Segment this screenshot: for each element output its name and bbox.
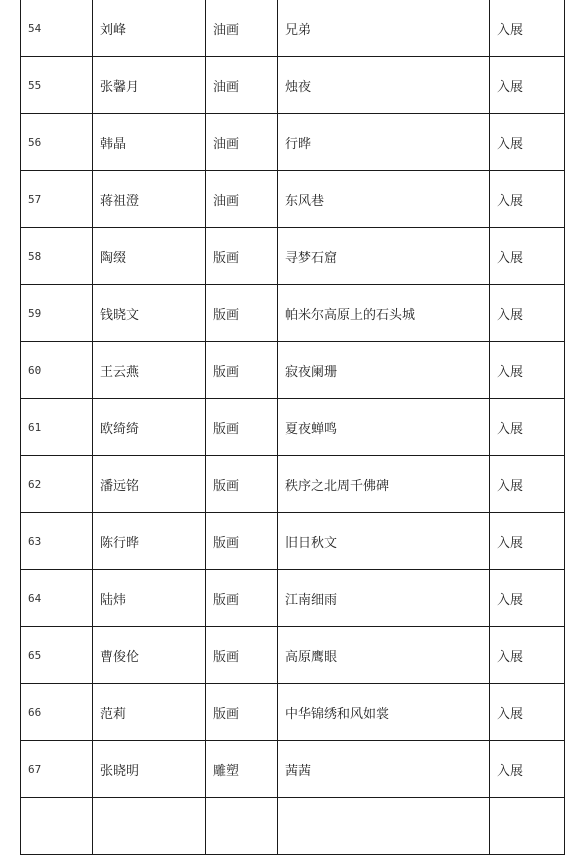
row-number: 66 <box>21 684 93 741</box>
artist-name: 陆炜 <box>93 570 206 627</box>
artist-name: 刘峰 <box>93 0 206 57</box>
artwork-category: 油画 <box>206 171 278 228</box>
row-number: 67 <box>21 741 93 798</box>
artist-name: 潘远铭 <box>93 456 206 513</box>
artwork-title: 兄弟 <box>278 0 490 57</box>
artwork-category: 版画 <box>206 456 278 513</box>
artwork-category: 油画 <box>206 0 278 57</box>
row-number: 65 <box>21 627 93 684</box>
table-row <box>21 57 565 114</box>
artwork-category: 版画 <box>206 228 278 285</box>
result-status <box>490 798 565 855</box>
artwork-title: 帕米尔高原上的石头城 <box>278 285 490 342</box>
artist-name: 张晓明 <box>93 741 206 798</box>
result-status: 入展 <box>490 627 565 684</box>
result-status: 入展 <box>490 228 565 285</box>
table-row <box>21 513 565 570</box>
table-row <box>21 0 565 57</box>
result-status: 入展 <box>490 171 565 228</box>
table-row <box>21 627 565 684</box>
result-status: 入展 <box>490 114 565 171</box>
artwork-category: 油画 <box>206 57 278 114</box>
artist-name: 陶缀 <box>93 228 206 285</box>
table-row <box>21 798 565 855</box>
artist-name: 王云燕 <box>93 342 206 399</box>
table-row <box>21 741 565 798</box>
row-number: 63 <box>21 513 93 570</box>
table-row <box>21 456 565 513</box>
artwork-category: 版画 <box>206 627 278 684</box>
artwork-category: 版画 <box>206 399 278 456</box>
result-status: 入展 <box>490 285 565 342</box>
artwork-title <box>278 798 490 855</box>
result-status: 入展 <box>490 684 565 741</box>
artwork-category: 版画 <box>206 342 278 399</box>
artist-name <box>93 798 206 855</box>
row-number: 59 <box>21 285 93 342</box>
results-table-container <box>20 0 564 855</box>
exhibition-results-table <box>20 0 565 855</box>
table-row <box>21 285 565 342</box>
artwork-title: 烛夜 <box>278 57 490 114</box>
row-number: 62 <box>21 456 93 513</box>
row-number: 57 <box>21 171 93 228</box>
artist-name: 陈行晔 <box>93 513 206 570</box>
table-row <box>21 228 565 285</box>
artwork-title: 茜茜 <box>278 741 490 798</box>
table-row <box>21 399 565 456</box>
table-row <box>21 114 565 171</box>
result-status: 入展 <box>490 57 565 114</box>
artist-name: 蒋祖澄 <box>93 171 206 228</box>
artist-name: 张馨月 <box>93 57 206 114</box>
artwork-category: 版画 <box>206 513 278 570</box>
artwork-category: 雕塑 <box>206 741 278 798</box>
row-number <box>21 798 93 855</box>
row-number: 56 <box>21 114 93 171</box>
artwork-title: 中华锦绣和风如裳 <box>278 684 490 741</box>
artist-name: 欧绮绮 <box>93 399 206 456</box>
artist-name: 曹俊伦 <box>93 627 206 684</box>
row-number: 60 <box>21 342 93 399</box>
table-row <box>21 684 565 741</box>
artwork-title: 寂夜阑珊 <box>278 342 490 399</box>
result-status: 入展 <box>490 570 565 627</box>
row-number: 61 <box>21 399 93 456</box>
artwork-category: 版画 <box>206 285 278 342</box>
artwork-title: 高原鹰眼 <box>278 627 490 684</box>
artwork-category <box>206 798 278 855</box>
row-number: 54 <box>21 0 93 57</box>
result-status: 入展 <box>490 513 565 570</box>
artwork-title: 夏夜蝉鸣 <box>278 399 490 456</box>
artist-name: 韩晶 <box>93 114 206 171</box>
artwork-title: 行晔 <box>278 114 490 171</box>
table-row <box>21 171 565 228</box>
result-status: 入展 <box>490 456 565 513</box>
artist-name: 钱晓文 <box>93 285 206 342</box>
artwork-title: 江南细雨 <box>278 570 490 627</box>
result-status: 入展 <box>490 741 565 798</box>
artist-name: 范莉 <box>93 684 206 741</box>
artwork-category: 油画 <box>206 114 278 171</box>
artwork-category: 版画 <box>206 570 278 627</box>
result-status: 入展 <box>490 342 565 399</box>
artwork-title: 旧日秋文 <box>278 513 490 570</box>
result-status: 入展 <box>490 399 565 456</box>
row-number: 58 <box>21 228 93 285</box>
result-status: 入展 <box>490 0 565 57</box>
table-row <box>21 342 565 399</box>
table-row <box>21 570 565 627</box>
row-number: 64 <box>21 570 93 627</box>
artwork-title: 秩序之北周千佛碑 <box>278 456 490 513</box>
artwork-category: 版画 <box>206 684 278 741</box>
row-number: 55 <box>21 57 93 114</box>
artwork-title: 东风巷 <box>278 171 490 228</box>
artwork-title: 寻梦石窟 <box>278 228 490 285</box>
